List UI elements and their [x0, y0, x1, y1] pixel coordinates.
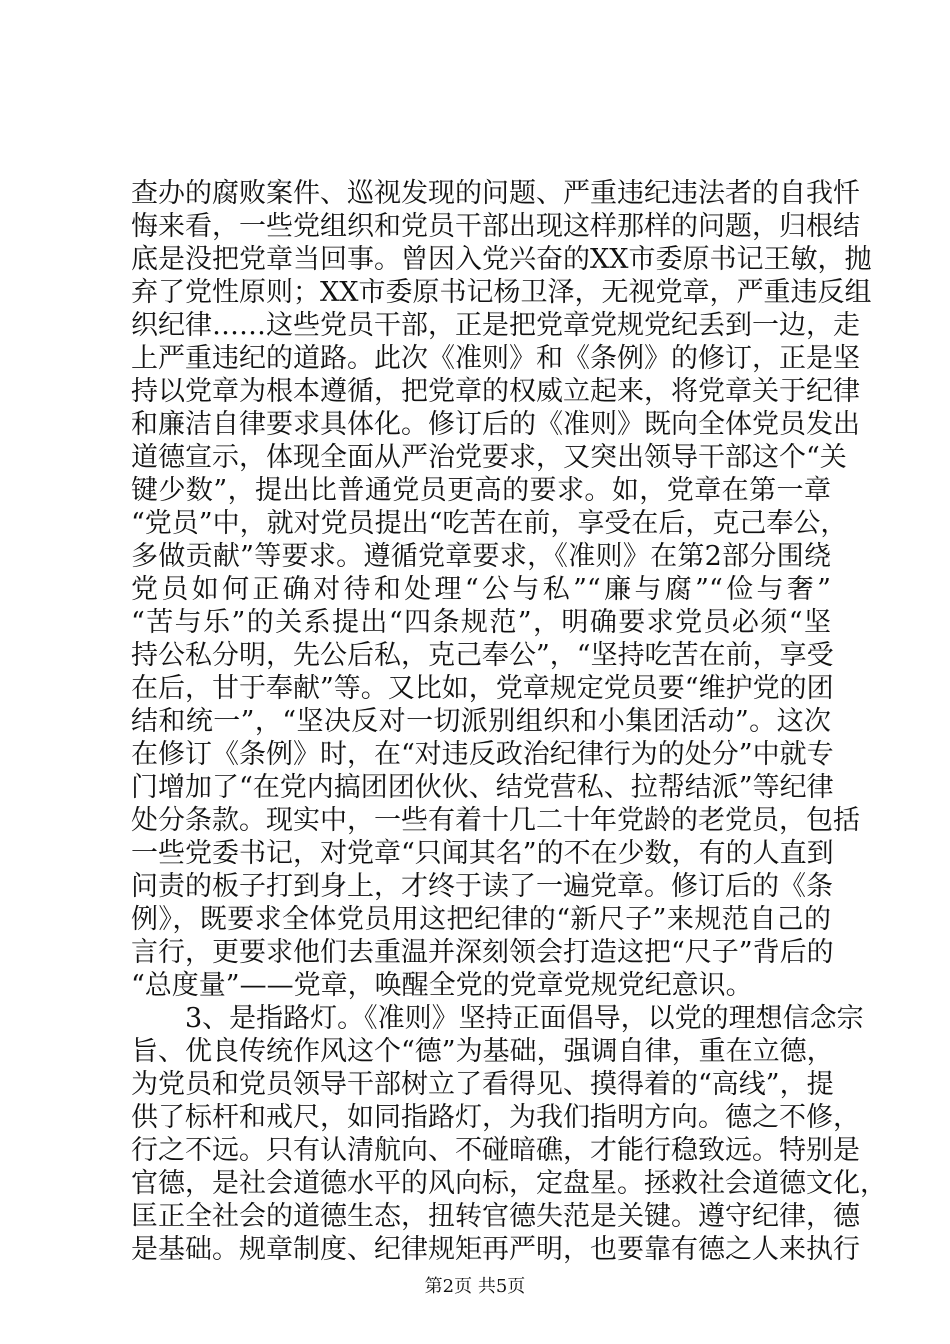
text-line: 织纪律……这些党员干部，正是把党章党规党纪丢到一边，走 — [131, 310, 860, 341]
text-line: 言行，更要求他们去重温并深刻领会打造这把“尺子”背后的 — [131, 937, 834, 968]
text-line: 结和统一”，“坚决反对一切派别组织和小集团活动”。这次 — [131, 706, 831, 737]
text-line: 在后，甘于奉献”等。又比如，党章规定党员要“维护党的团 — [131, 673, 834, 704]
text-line: 键少数”，提出比普通党员更高的要求。如，党章在第一章 — [131, 475, 831, 506]
text-line: 供了标杆和戒尺，如同指路灯，为我们指明方向。德之不修， — [131, 1102, 860, 1133]
text-line: 多做贡献”等要求。遵循党章要求，《准则》在第2部分围绕 — [131, 541, 831, 572]
text-line: 为党员和党员领导干部树立了看得见、摸得着的“高线”，提 — [131, 1069, 834, 1100]
text-line: 处分条款。现实中，一些有着十几二十年党龄的老党员，包括 — [131, 805, 860, 836]
text-line: 道德宣示，体现全面从严治党要求，又突出领导干部这个“关 — [131, 442, 847, 473]
text-line: 在修订《条例》时，在“对违反政治纪律行为的处分”中就专 — [131, 739, 834, 770]
text-line: 行之不远。只有认清航向、不碰暗礁，才能行稳致远。特别是 — [131, 1135, 860, 1166]
text-line: 3、是指路灯。《准则》坚持正面倡导，以党的理想信念宗 — [131, 1003, 864, 1034]
text-line: 匡正全社会的道德生态，扭转官德失范是关键。遵守纪律，德 — [131, 1201, 860, 1232]
text-line: 上严重违纪的道路。此次《准则》和《条例》的修订，正是坚 — [131, 343, 860, 374]
text-line: 持公私分明，先公后私，克己奉公”，“坚持吃苦在前，享受 — [131, 640, 834, 671]
text-line: 弃了党性原则；XX市委原书记杨卫泽，无视党章，严重违反组 — [131, 277, 872, 308]
text-line: 旨、优良传统作风这个“德”为基础，强调自律，重在立德， — [131, 1036, 834, 1067]
text-line: 党员如何正确对待和处理“公与私”“廉与腐”“俭与奢” — [131, 574, 831, 605]
text-line: 悔来看，一些党组织和党员干部出现这样那样的问题，归根结 — [131, 211, 860, 242]
text-line: “苦与乐”的关系提出“四条规范”，明确要求党员必须“坚 — [131, 607, 831, 638]
text-line: 例》，既要求全体党员用这把纪律的“新尺子”来规范自己的 — [131, 904, 831, 935]
text-line: 查办的腐败案件、巡视发现的问题、严重违纪违法者的自我忏 — [131, 178, 860, 209]
text-line: 持以党章为根本遵循，把党章的权威立起来，将党章关于纪律 — [131, 376, 860, 407]
text-line: 门增加了“在党内搞团团伙伙、结党营私、拉帮结派”等纪律 — [131, 772, 834, 803]
page-footer: 第2页 共5页 — [424, 1276, 526, 1297]
text-line: “总度量”——党章，唤醒全党的党章党规党纪意识。 — [131, 970, 753, 1001]
text-line: 问责的板子打到身上，才终于读了一遍党章。修订后的《条 — [131, 871, 833, 902]
text-line: 和廉洁自律要求具体化。修订后的《准则》既向全体党员发出 — [131, 409, 860, 440]
text-line: “党员”中，就对党员提出“吃苦在前，享受在后，克己奉公， — [131, 508, 848, 539]
text-line: 是基础。规章制度、纪律规矩再严明，也要靠有德之人来执行 — [131, 1234, 860, 1265]
text-line: 官德，是社会道德水平的风向标，定盘星。拯救社会道德文化， — [131, 1168, 887, 1199]
body-text — [131, 177, 887, 1266]
text-line: 底是没把党章当回事。曾因入党兴奋的XX市委原书记王敏，抛 — [131, 244, 872, 275]
text-line: 一些党委书记，对党章“只闻其名”的不在少数，有的人直到 — [131, 838, 834, 869]
